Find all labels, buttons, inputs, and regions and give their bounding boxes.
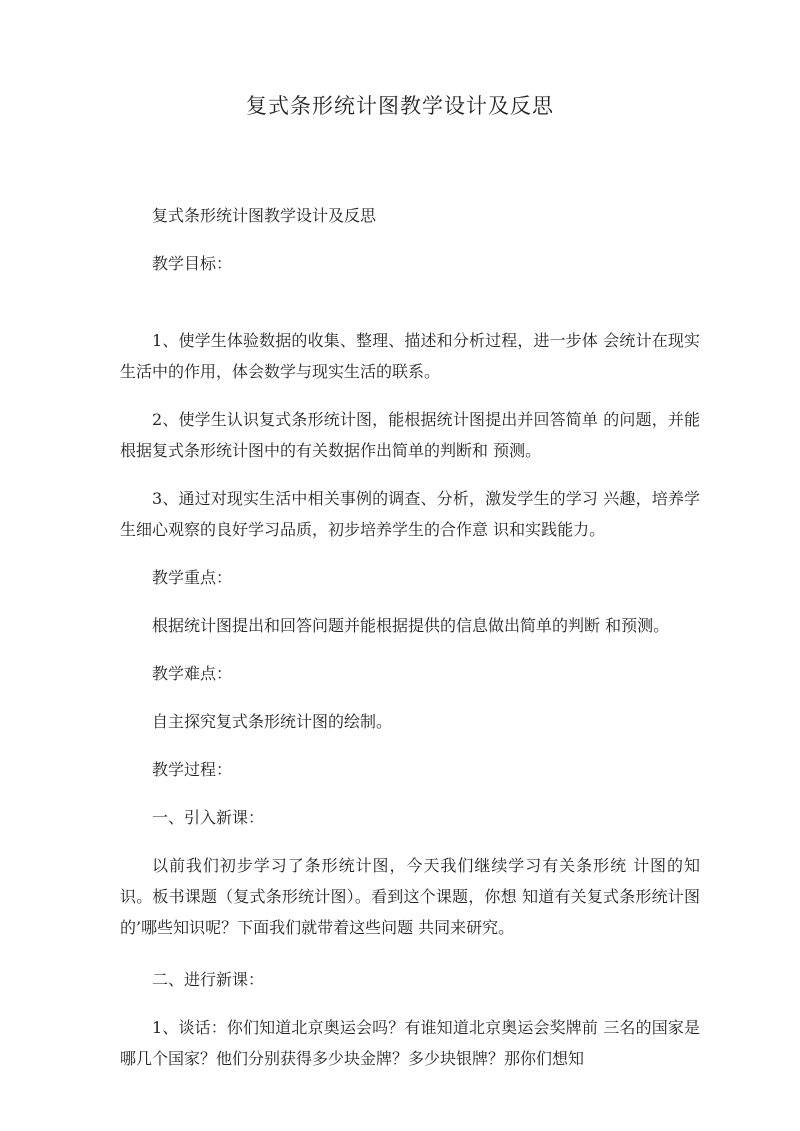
new-lesson-paragraph: 1、谈话：你们知道北京奥运会吗？有谁知道北京奥运会奖牌前 三名的国家是哪几个国家？他们分别获得多少块金牌？多少块银牌？那你们想知	[120, 1018, 700, 1068]
document-body	[120, 200, 700, 1074]
section-heading-intro: 一、引入新课：	[152, 808, 265, 827]
intro-paragraph: 以前我们初步学习了条形统计图，今天我们继续学习有关条形统 计图的知识。板书课题（复式条形统计图）。看到这个课题，你想 知道有关复式条形统计图的’哪些知识呢？下面我们就带着这些问题 共同来研究。	[120, 856, 700, 937]
document-title: 复式条形统计图教学设计及反思	[246, 94, 554, 118]
subtitle-paragraph: 复式条形统计图教学设计及反思	[152, 206, 377, 225]
objective-3-paragraph: 3、通过对现实生活中相关事例的调查、分析，激发学生的学习 兴趣，培养学生细心观察的良好学习品质，初步培养学生的合作意 识和实践能力。	[120, 489, 700, 539]
section-heading-new-lesson: 二、进行新课：	[152, 970, 265, 989]
section-heading-objectives: 教学目标：	[152, 254, 233, 273]
section-heading-difficulties: 教学难点：	[152, 664, 233, 683]
difficulties-paragraph: 自主探究复式条形统计图的绘制。	[152, 712, 393, 731]
section-heading-key-points: 教学重点：	[152, 568, 233, 587]
key-points-paragraph: 根据统计图提出和回答问题并能根据提供的信息做出简单的判断 和预测。	[152, 616, 670, 635]
objective-1-paragraph: 1、使学生体验数据的收集、整理、描述和分析过程，进一步体 会统计在现实生活中的作用，体会数学与现实生活的联系。	[120, 331, 700, 381]
objective-2-paragraph: 2、使学生认识复式条形统计图，能根据统计图提出并回答简单 的问题，并能根据复式条形统计图中的有关数据作出简单的判断和 预测。	[120, 410, 700, 460]
section-heading-process: 教学过程：	[152, 760, 233, 779]
